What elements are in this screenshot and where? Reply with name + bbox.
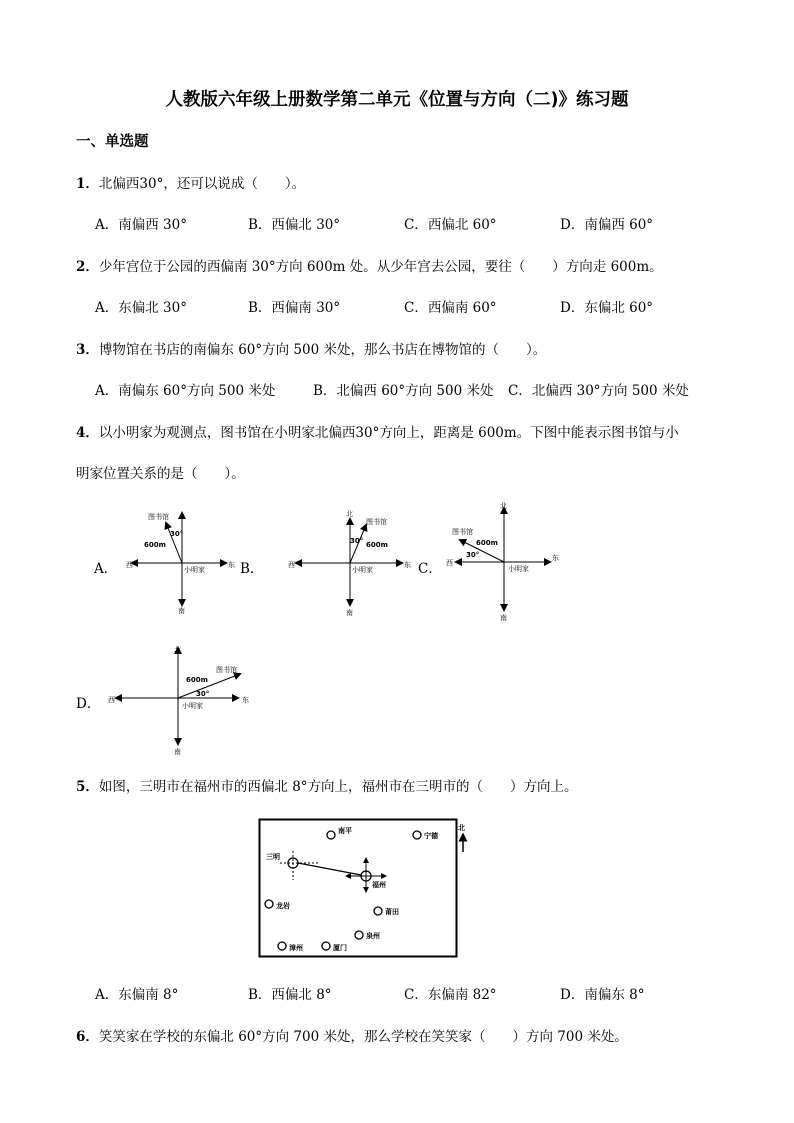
svg-text:福州: 福州 — [372, 881, 386, 889]
option-d[interactable]: D．南偏东 8° — [560, 987, 645, 1003]
question-number: 1． — [76, 176, 99, 192]
svg-text:莆田: 莆田 — [385, 908, 399, 916]
question-1 — [76, 172, 305, 192]
city-quanzhou — [355, 931, 380, 940]
south-label: 南 — [346, 609, 353, 617]
section-heading: 一、单选题 — [76, 134, 149, 150]
distance-label: 600m — [144, 541, 166, 549]
city-putian — [374, 907, 399, 916]
city-zhangzhou — [278, 942, 303, 952]
question-2 — [76, 255, 663, 275]
city-xiamen — [322, 942, 347, 952]
map-north-label: 北 — [458, 824, 465, 832]
city-ningde — [413, 831, 439, 840]
option-b[interactable]: B． — [240, 561, 264, 577]
svg-text:厦门: 厦门 — [333, 944, 347, 952]
option-c[interactable]: C．东偏南 82° — [404, 987, 497, 1003]
west-label: 西 — [108, 696, 115, 704]
angle-label: 30° — [196, 690, 210, 698]
option-a[interactable]: A．东偏南 8° — [95, 987, 179, 1003]
east-label: 东 — [404, 561, 411, 569]
question-text: 北偏西30°，还可以说成（ ）。 — [98, 176, 306, 192]
city-longyan — [265, 900, 290, 910]
east-label: 东 — [552, 554, 559, 562]
question-4-line-2: 明家位置关系的是（ ）。 — [76, 466, 245, 482]
question-text: 博物馆在书店的南偏东 60°方向 500 米处，那么书店在博物馆的（ ）。 — [98, 342, 547, 358]
option-c[interactable]: C． — [418, 561, 442, 577]
north-label: 北 — [174, 646, 181, 654]
compass-diagram-b — [284, 505, 424, 620]
east-label: 东 — [242, 696, 249, 704]
svg-text:宁德: 宁德 — [424, 832, 438, 840]
distance-label: 600m — [366, 541, 388, 549]
angle-label: 30° — [466, 551, 480, 559]
compass-diagram-c — [442, 498, 572, 626]
option-b[interactable]: B．西偏北 30° — [248, 217, 341, 233]
question-number: 4． — [76, 425, 99, 441]
option-c[interactable]: C．西偏北 60° — [404, 217, 497, 233]
compass-diagram-a — [110, 505, 250, 615]
question-3 — [76, 338, 546, 358]
svg-text:三明: 三明 — [266, 853, 280, 861]
question-text: 如图，三明市在福州市的西偏北 8°方向上，福州市在三明市的（ ）方向上。 — [98, 779, 578, 795]
question-number: 5． — [76, 779, 99, 795]
page-title: 人教版六年级上册数学第二单元《位置与方向（二)》练习题 — [165, 90, 629, 110]
question-number: 2． — [76, 259, 99, 275]
home-label: 小明家 — [182, 702, 203, 710]
option-a[interactable]: A． — [94, 561, 118, 577]
option-d[interactable]: D． — [76, 696, 101, 712]
question-text: 笑笑家在学校的东偏北 60°方向 700 米处，那么学校在笑笑家（ ）方向 700 米处。 — [98, 1029, 628, 1045]
distance-label: 600m — [186, 676, 208, 684]
svg-text:泉州: 泉州 — [366, 932, 380, 940]
option-b[interactable]: B．西偏南 30° — [248, 300, 341, 316]
option-d[interactable]: D．东偏北 60° — [560, 300, 654, 316]
north-label: 北 — [500, 502, 507, 510]
city-fuzhou — [346, 858, 386, 892]
south-label: 南 — [178, 607, 185, 615]
option-c[interactable]: C．西偏南 60° — [404, 300, 497, 316]
north-label: 北 — [346, 510, 353, 518]
library-label: 图书馆 — [216, 666, 237, 674]
city-nanping — [327, 826, 352, 839]
home-label: 小明家 — [184, 566, 205, 574]
south-label: 南 — [174, 748, 181, 756]
option-a[interactable]: A．南偏西 30° — [95, 217, 187, 233]
question-6 — [76, 1025, 628, 1045]
question-5 — [76, 775, 578, 795]
option-a[interactable]: A．东偏北 30° — [95, 300, 187, 316]
question-text: 少年宫位于公园的西偏南 30°方向 600m 处。从少年宫去公园，要往（ ）方向走 600m。 — [98, 259, 663, 275]
svg-text:南平: 南平 — [338, 827, 352, 835]
home-label: 小明家 — [352, 566, 373, 574]
library-label: 图书馆 — [366, 518, 387, 526]
question-4 — [76, 421, 679, 441]
west-label: 西 — [446, 559, 453, 567]
west-label: 西 — [126, 561, 133, 569]
west-label: 西 — [288, 561, 295, 569]
angle-label: 30° — [170, 530, 184, 538]
south-label: 南 — [500, 614, 507, 622]
option-b[interactable]: B．西偏北 8° — [248, 987, 332, 1003]
question-number: 6． — [76, 1029, 99, 1045]
fujian-map — [258, 818, 480, 960]
library-label: 图书馆 — [452, 528, 473, 536]
svg-text:龙岩: 龙岩 — [276, 902, 290, 910]
option-a[interactable]: A．南偏东 60°方向 500 米处 — [95, 383, 276, 399]
east-label: 东 — [228, 561, 235, 569]
question-text: 以小明家为观测点，图书馆在小明家北偏西30°方向上，距离是 600m。下图中能表示图书馆与小 — [98, 425, 679, 441]
distance-label: 600m — [476, 539, 498, 547]
angle-label: 30° — [350, 537, 364, 545]
svg-text:漳州: 漳州 — [289, 944, 303, 952]
home-label: 小明家 — [508, 565, 529, 573]
library-label: 图书馆 — [148, 513, 169, 521]
sanming-fuzhou-line — [298, 863, 361, 875]
question-number: 3． — [76, 342, 99, 358]
option-d[interactable]: D．南偏西 60° — [560, 217, 654, 233]
option-c[interactable]: C．北偏西 30°方向 500 米处 — [508, 383, 689, 399]
compass-diagram-d — [100, 642, 260, 757]
option-b[interactable]: B．北偏西 60°方向 500 米处 — [313, 383, 494, 399]
